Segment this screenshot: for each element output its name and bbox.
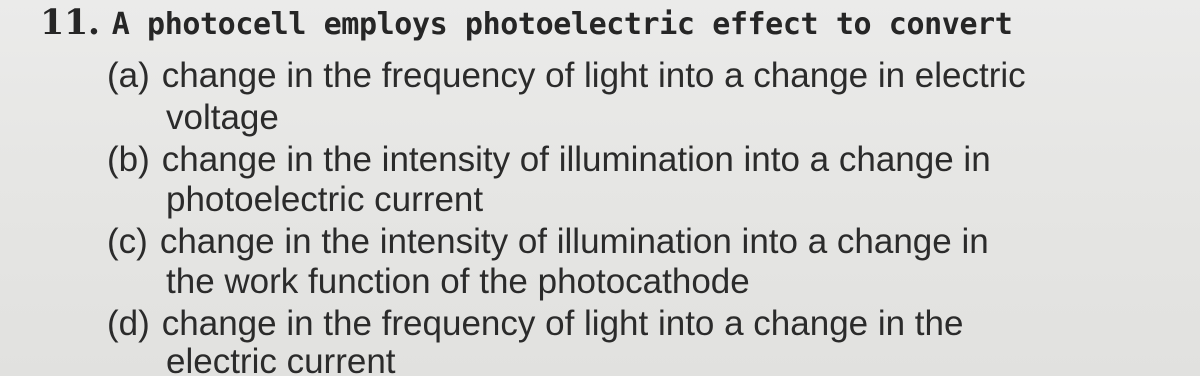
- option-b-label: (b): [107, 140, 150, 179]
- option-a-line1: [107, 56, 1026, 96]
- option-c-line1: [107, 222, 989, 262]
- question-stem: [40, 2, 1012, 46]
- option-c-line2: [166, 262, 750, 302]
- option-a-text-1: change in the frequency of light into a change in electric: [161, 56, 1026, 95]
- option-a-line2: [166, 98, 279, 138]
- question-number: 11.: [40, 2, 100, 43]
- option-b-text-1: change in the intensity of illumination into a change in: [161, 140, 991, 179]
- option-d-text-1: change in the frequency of light into a change in the: [161, 304, 964, 343]
- option-d-line1: [107, 304, 963, 344]
- option-c-label: (c): [107, 222, 148, 261]
- option-d-label: (d): [107, 304, 150, 343]
- option-a-label: (a): [107, 56, 150, 95]
- option-b-line2: [166, 180, 483, 220]
- option-d-line2: [166, 342, 396, 376]
- option-c-text-2: the work function of the photocathode: [166, 262, 750, 301]
- option-a-text-2: voltage: [166, 98, 279, 137]
- option-c-text-1: change in the intensity of illumination into a change in: [159, 222, 989, 261]
- option-b-line1: [107, 140, 991, 180]
- option-d-text-2: electric current: [166, 342, 396, 376]
- question-text: A photocell employs photoelectric effect to convert: [111, 7, 1013, 42]
- option-b-text-2: photoelectric current: [166, 180, 484, 219]
